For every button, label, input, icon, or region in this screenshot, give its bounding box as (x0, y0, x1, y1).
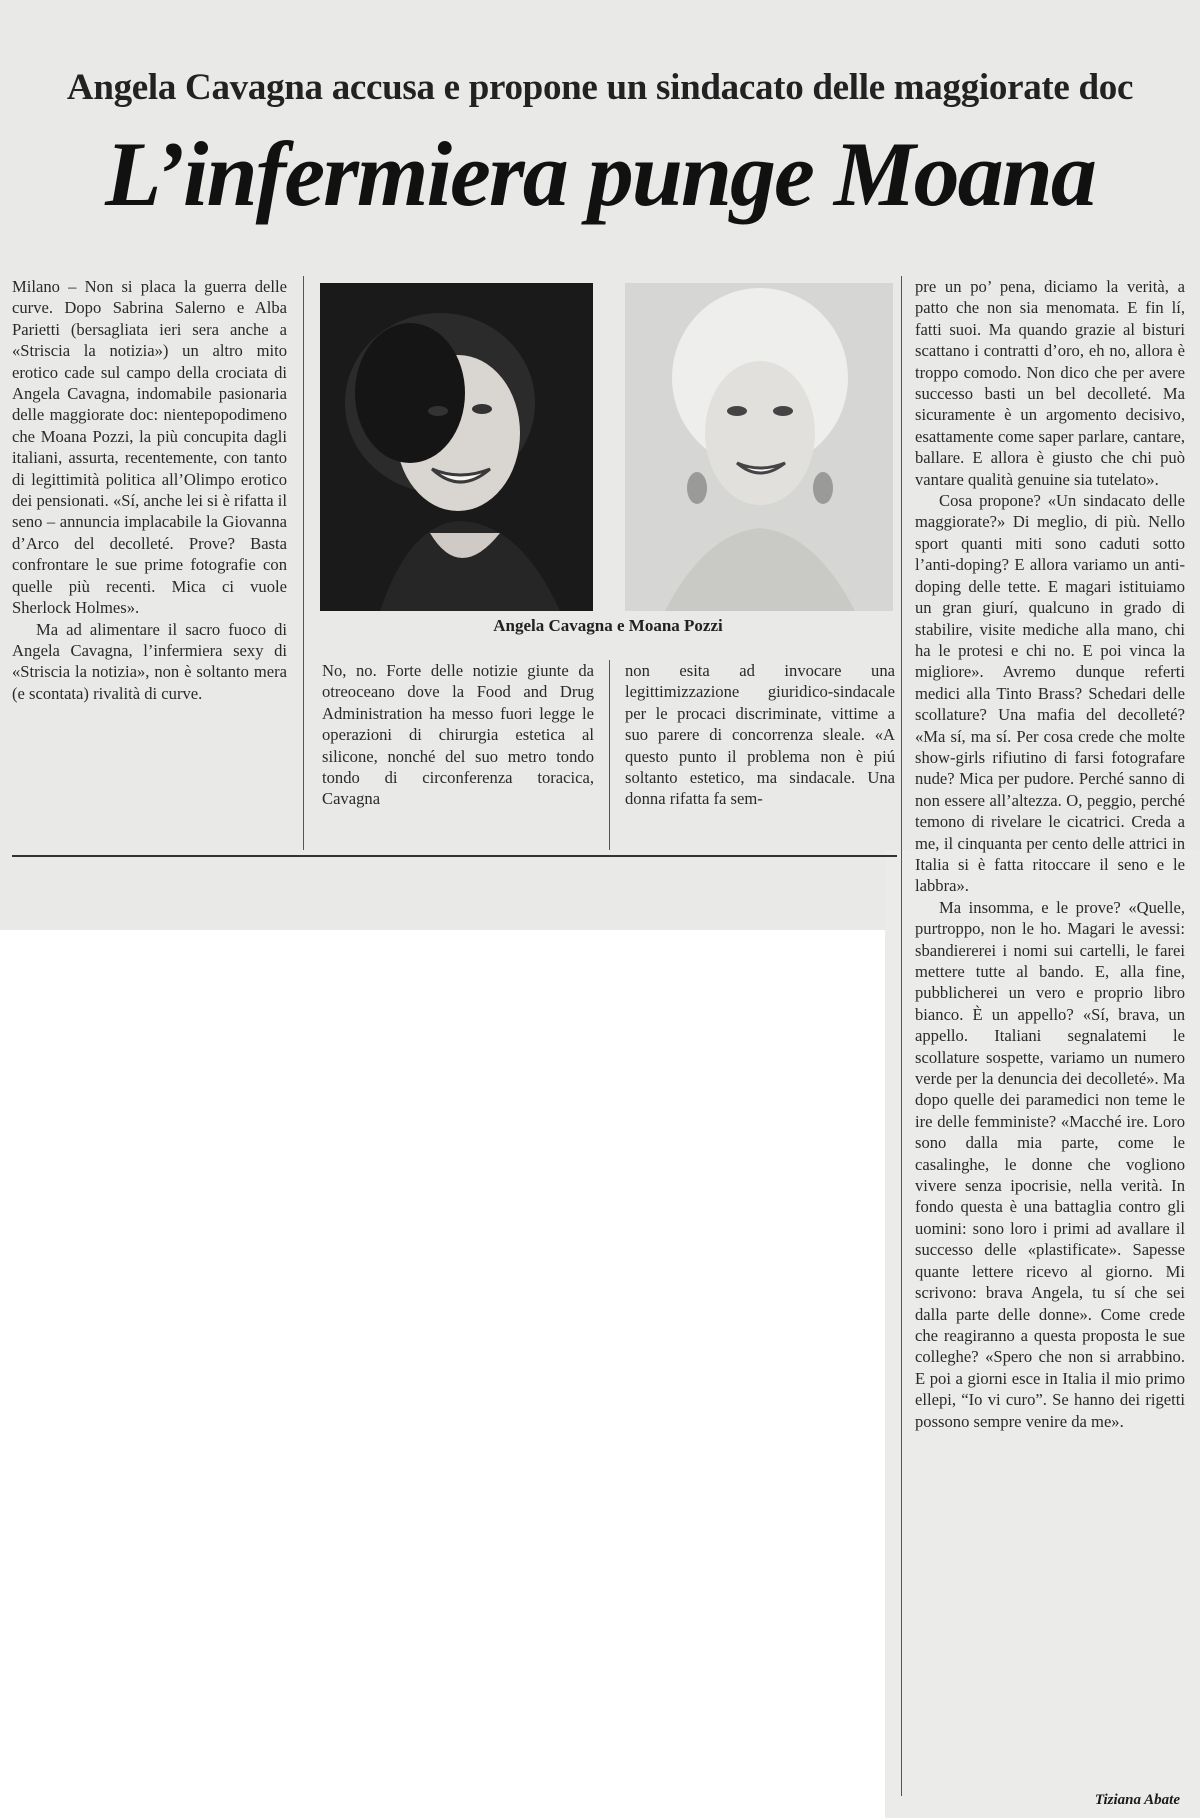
paragraph: pre un po’ pena, diciamo la verità, a patto che non sia menomata. E fin lí, fatti suoi. Ma quando grazie al bisturi scattano i contratti d’oro, eh no, allora è troppo comodo. Non dico che per avere successo basti un bel decolleté. Ma sicuramente è un argomento decisivo, esattamente come saper parlare, cantare, ballare. E allora è giusto che chi può vantare qualità genuine sia tutelato». (915, 277, 1185, 489)
article-column-middle-2 (625, 660, 895, 850)
portrait-image (320, 283, 593, 611)
photo-moana-pozzi (625, 283, 893, 611)
paragraph: Cosa propone? «Un sindacato delle maggiorate?» Di meglio, di più. Nello sport quanti miti sono caduti sotto l’anti-doping? E allora variamo un anti-doping delle tette. E magari istituiamo un gran giurí, qualcuno in grado di stabilire, visite mediche alla mano, chi ha le protesi e chi no. E poi vinca la migliore». Avremo dunque referti medici alla Tinto Brass? Schedari delle scollature? Una mafia del decolleté? «Ma sí, ma sí. Per cosa crede che molte show-girls rifiutino di farsi fotografare nude? Mica per pudore. Perché sanno di non essere all’altezza. O, peggio, perché temono di rivelare le cicatrici. Creda a me, il cinquanta per cento delle attrici in Italia si è fatta ritoccare il seno e le labbra». (915, 491, 1185, 896)
article-headline: L’infermiera punge Moana (105, 123, 1095, 225)
paragraph: Milano – Non si placa la guerra delle curve. Dopo Sabrina Salerno e Alba Parietti (bersagliata ieri sera anche a «Striscia la notizia») un altro mito erotico cade sul campo della crociata di Angela Cavagna, indomabile pasionaria delle maggiorate doc: nientepopodimeno che Moana Pozzi, la più concupita dagli italiani, assurta, recentemente, con tanto di legittimità politica all’Olimpo erotico dei pensionati. «Sí, anche lei si è rifatta il seno – annuncia implacabile la Giovanna d’Arco del decolleté. Prove? Basta confrontare le sue prime fotografie con quelle più recenti. Mica ci vuole Sherlock Holmes». (12, 277, 287, 618)
article-bottom-rule (12, 855, 897, 857)
article-column-left (12, 276, 287, 846)
column-rule (901, 276, 902, 1796)
article-column-right (915, 276, 1185, 1804)
paragraph: non esita ad invocare una legittimizzazione giuridico-sindacale per le procaci discriminate, vittime a suo parere di concorrenza sleale. «A questo punto il problema non è piú soltanto estetico, ma sindacale. Una donna rifatta fa sem- (625, 661, 895, 809)
article-kicker: Angela Cavagna accusa e propone un sindacato delle maggiorate doc (66, 67, 1134, 108)
portrait-image (625, 283, 893, 611)
paragraph: Ma insomma, e le prove? «Quelle, purtroppo, non le ho. Magari le avessi: sbandiererei i nomi sui cartelli, le farei mettere tutte al bando. E, alla fine, pubblicherei un vero e proprio libro bianco. È un appello? «Sí, brava, un appello. Italiani segnalatemi le scollature sospette, variamo un numero verde per la denuncia dei decolleté». Ma dopo quelle dei paramedici non teme le ire delle femministe? «Macché ire. Loro sono dalla mia parte, come le casalinghe, le donne che vogliono vivere senza ipocrisie, nella verità. In fondo questa è una battaglia contro gli uomini: sono loro i primi ad avallare il successo delle «plastificate». Sapesse quante lettere ricevo al giorno. Mi scrivono: brava Angela, tu sí che sei dalla parte delle donne». Come crede che reagiranno a questa proposta le sue colleghe? «Spero che non si arrabbino. E poi a giorni esce in Italia il mio primo ellepi, “Io vi curo”. Se hanno dei rigetti possono sempre venire da me». (915, 897, 1185, 1431)
paragraph: Ma ad alimentare il sacro fuoco di Angela Cavagna, l’infermiera sexy di «Striscia la notizia», non è soltanto mera (e scontata) rivalità di curve. (12, 619, 287, 703)
column-rule (303, 276, 304, 850)
article-column-middle-1 (322, 660, 594, 850)
paragraph: No, no. Forte delle notizie giunte da otreoceano dove la Food and Drug Administration ha messo fuori legge le operazioni di chirurgia estetica al silicone, nonché del suo metro tondo tondo di circonferenza toracica, Cavagna (322, 661, 594, 809)
article-byline: Tiziana Abate (1094, 1792, 1180, 1808)
column-rule (609, 660, 610, 850)
photo-angela-cavagna (320, 283, 593, 611)
photo-caption: Angela Cavagna e Moana Pozzi (493, 616, 723, 635)
